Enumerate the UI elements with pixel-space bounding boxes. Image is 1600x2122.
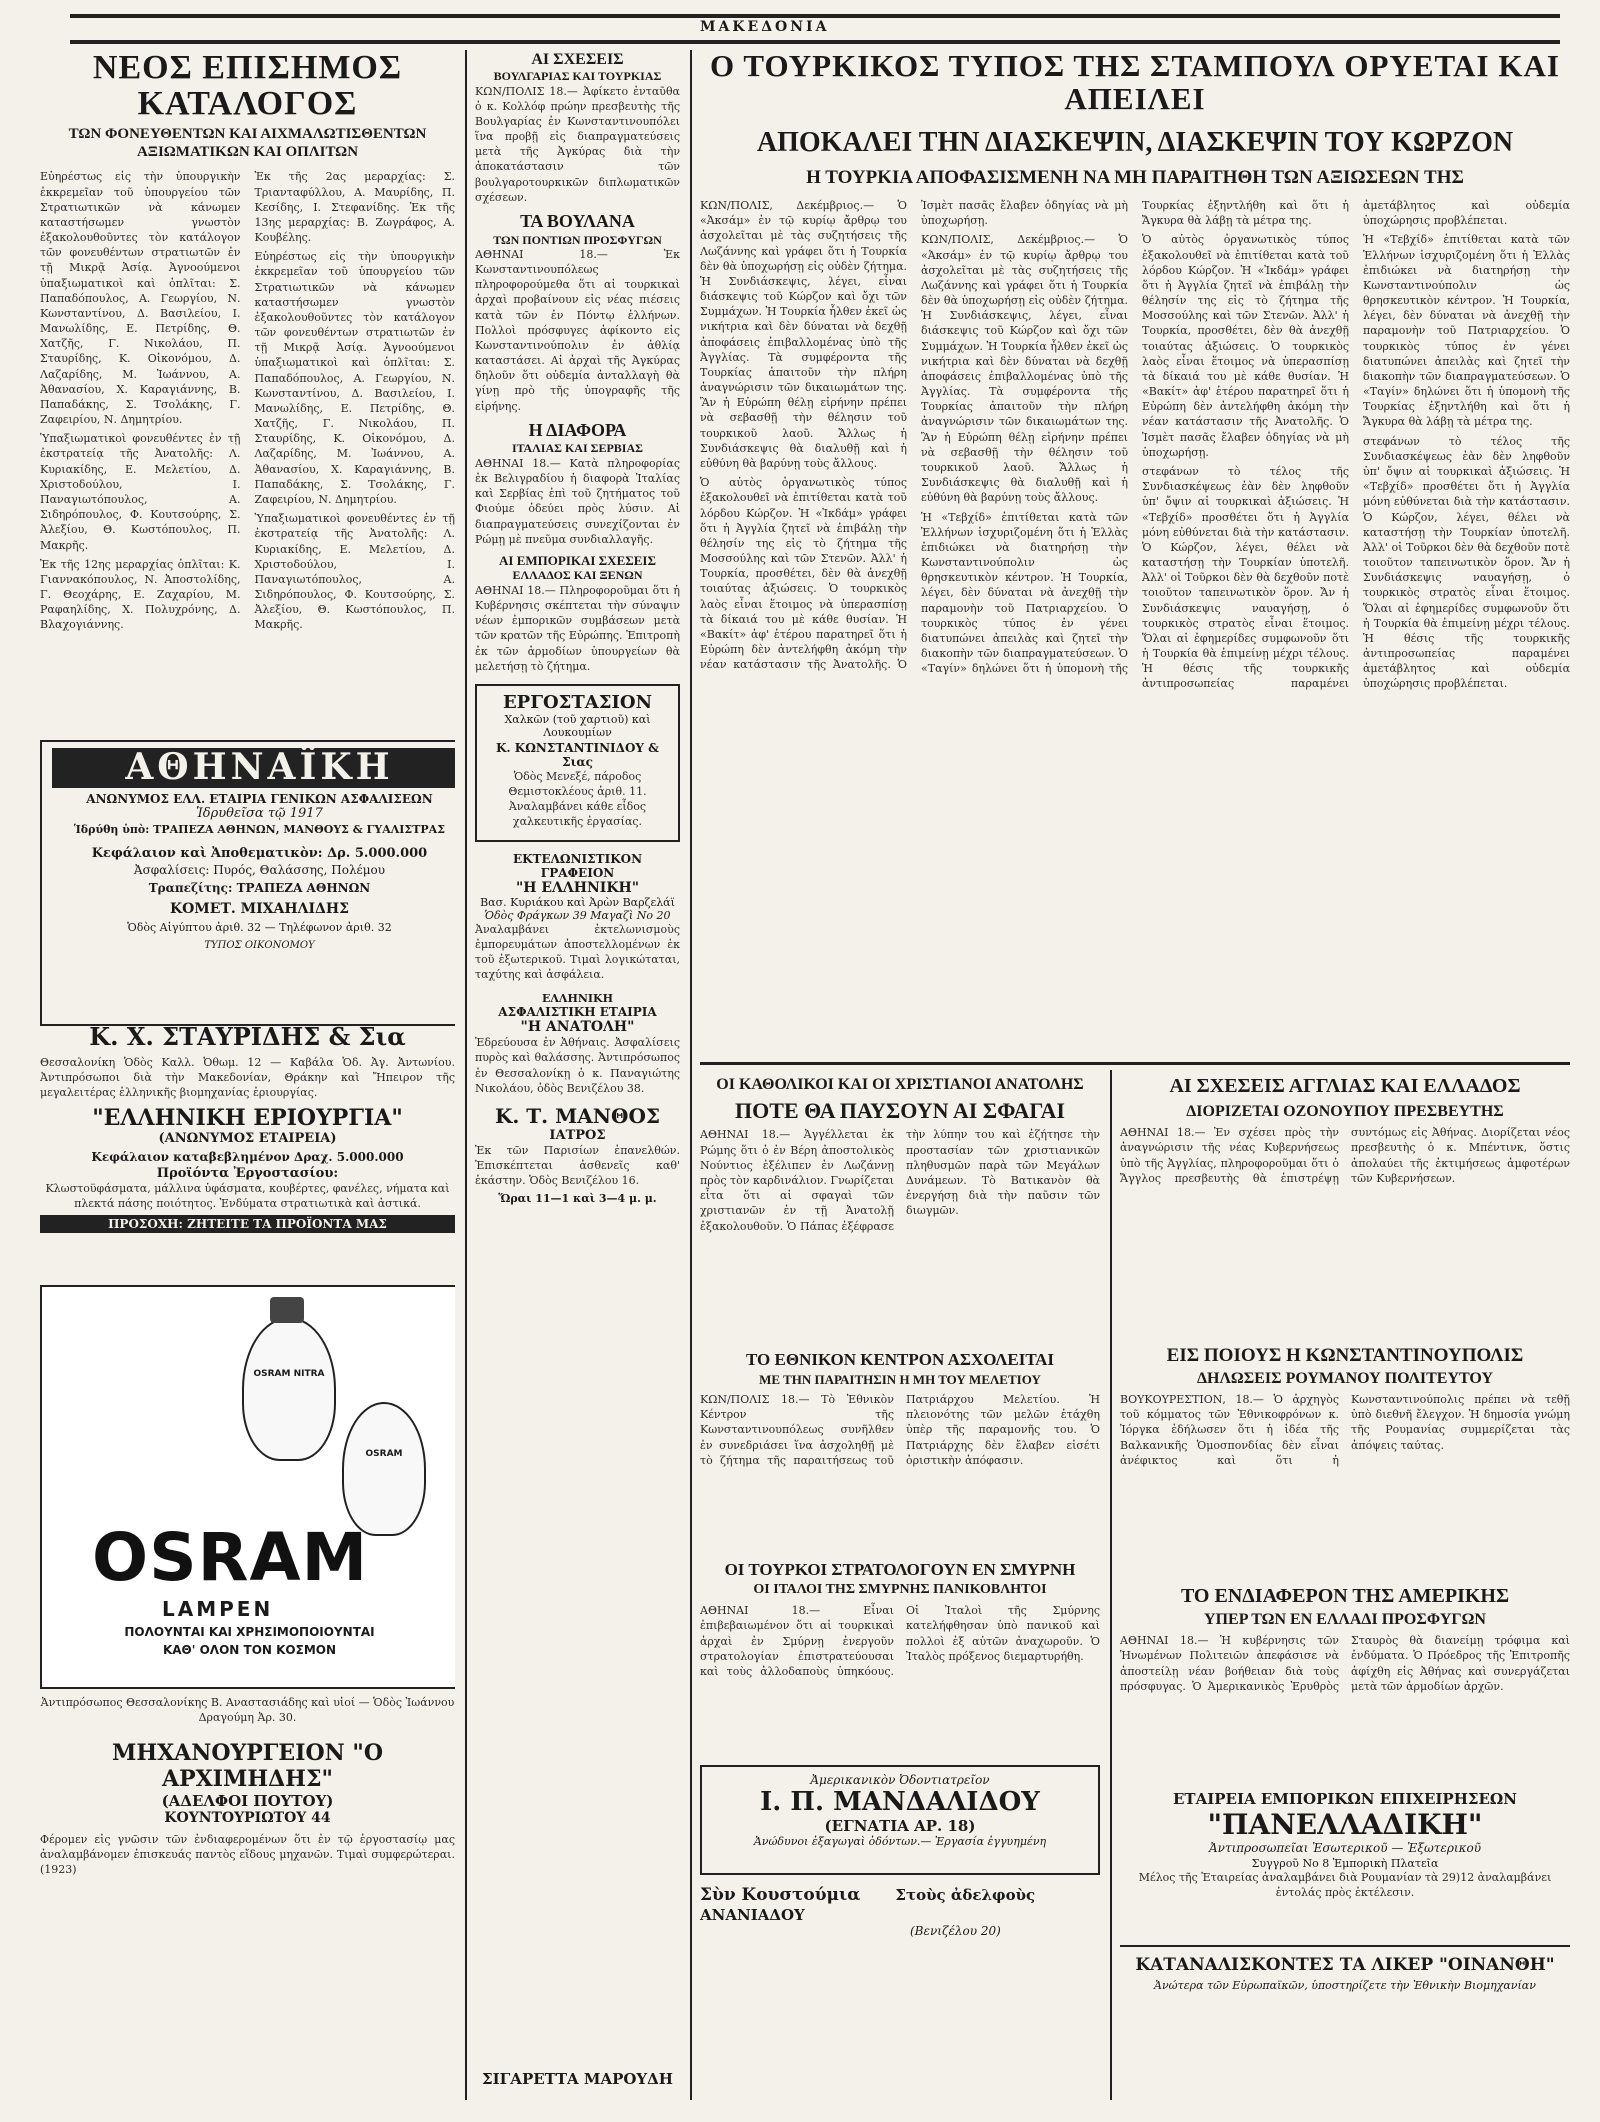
subheadline: ΤΩΝ ΦΟΝΕΥΘΕΝΤΩΝ ΚΑΙ ΑΙΧΜΑΛΩΤΙΣΘΕΝΤΩΝ — [68, 126, 427, 143]
column-middle — [475, 50, 680, 2110]
ad-pre: ΕΛΛΗΝΙΚΗ — [541, 992, 613, 1006]
column-left — [40, 50, 455, 2110]
lead-headline: Ο ΤΟΥΡΚΙΚΟΣ ΤΥΠΟΣ ΤΗΣ ΣΤΑΜΠΟΥΛ ΟΡΥΕΤΑΙ ΚΑΙ ΑΠΕΙΛΕΙ — [710, 50, 1560, 116]
ad-capital: Κεφάλαιον καταβεβλημένον Δραχ. 5.000.000 — [91, 1149, 404, 1164]
ad-subtitle: Ἀντιπροσωπεῖαι Ἐσωτερικοῦ — Ἐξωτερικοῦ — [1208, 1841, 1482, 1855]
section-divider — [700, 1062, 1570, 1065]
ad-title: ΑΣΦΑΛΙΣΤΙΚΗ ΕΤΑΙΡΙΑ — [498, 1005, 657, 1020]
ad-products-heading: Προϊόντα Ἐργοστασίου: — [156, 1165, 339, 1181]
article-paragraph: Εὐηρέστως εἰς τὴν ὑπουργικὴν ἐκκρεμεῖαν τοῦ ὑπουργείου τῶν Στρατιωτικῶν νὰ κάνωμεν καταστήσωμεν γνωστὸν ἐξακολουθοῦντες τὸν κατάλογον τῶν φονευθέντων στρατιωτῶν ἐν τῇ Μικρᾷ Ἀσίᾳ. Ἀγνοούμενοι ὑπαξιωματικοὶ καὶ ὁπλῖται: Σ. Παπαδόπουλος, Α. Γεωργίου, Ν. Κωνσταντίνου, Δ. Βασιλείου, Ι. Μανωλίδης, Ε. Πετρίδης, Θ. Χατζῆς, Γ. Νικολάου, Π. Σταυρίδης, Κ. Οἰκονόμου, Δ. Λαζαρίδης, Μ. Ἰωάννου, Α. Ἀθανασίου, Χ. Καραγιάννης, Β. Παπαδάκης, Σ. Τσολάκης, Γ. Ζαφειρίου, Ν. Δημητρίου. — [40, 170, 241, 427]
article-headline: Η ΔΙΑΦΟΡΑ — [528, 419, 627, 440]
article-body — [1120, 1633, 1570, 1696]
article-body — [700, 1392, 1100, 1470]
column-rule — [465, 50, 467, 2100]
article-headline: ΕΙΣ ΠΟΙΟΥΣ Η ΚΩΝΣΤΑΝΤΙΝΟΥΠΟΛΙΣ — [1166, 1345, 1524, 1366]
customs-office-ad — [475, 852, 680, 983]
article-paragraph: ΑΘΗΝΑΙ 18.— Πληροφοροῦμαι ὅτι ἡ Κυβέρνησις σκέπτεται τὴν σύναψιν νέων ἐμπορικῶν συμβάσεων μετὰ τῶν κρατῶν τῆς Εὐρώπης. Ἐπιτροπὴ ἐκ τῶν ἁρμοδίων ὑπουργείων θὰ μελετήσῃ τὸ ζήτημα. — [475, 583, 680, 673]
article-body — [700, 1127, 1100, 1233]
ad-address: Συγγροῦ Νο 8 Ἐμπορικὴ Πλατεῖα — [1251, 1857, 1439, 1870]
article-headline: ΑΙ ΣΧΕΣΕΙΣ ΑΓΓΛΙΑΣ ΚΑΙ ΕΛΛΑΔΟΣ — [1169, 1075, 1521, 1097]
trade-relations-article — [475, 553, 680, 674]
ad-name: "Η ΑΝΑΤΟΛΗ" — [520, 1019, 635, 1036]
column-rule — [1110, 1070, 1112, 2100]
bulb-label: OSRAM NITRA — [253, 1369, 325, 1379]
article-headline: ΤΟ ΕΝΔΙΑΦΕΡΟΝ ΤΗΣ ΑΜΕΡΙΚΗΣ — [1180, 1585, 1510, 1607]
article-paragraph: Ἡ «Τεβχίδ» ἐπιτίθεται κατὰ τῶν Ἑλλήνων ἰσχυριζομένη ὅτι ἡ Ἑλλὰς ἐπιδιώκει νὰ διατηρήσῃ τὴν Κωνσταντινούπολιν ὡς θρησκευτικὸν κέντρον. Ἡ Τουρκία, λέγει, δὲν δύναται νὰ ἀνεχθῇ τὴν παραμονὴν τοῦ Πατριαρχείου. Ὁ τουρκικὸς τύπος ἐν γένει διατυπώνει ἀπειλὰς καὶ ζητεῖ τὴν διακοπὴν τῶν διαπραγματεύσεων. Ὁ «Ταγίν» δηλώνει ὅτι ἡ ὑπομονὴ τῆς Τουρκίας ἐξηντλήθη καὶ ὅτι ἡ Ἄγκυρα θὰ λάβῃ τὰ μέτρα της. — [921, 199, 1349, 676]
ad-text: Ἀνώτερα τῶν Εὐρωπαϊκῶν, ὑποστηρίζετε τὴν Ἐθνικὴν Βιομηχανίαν — [1154, 1979, 1536, 1992]
osram-lamps-ad — [40, 1285, 455, 1689]
lightbulb-icon — [342, 1402, 426, 1536]
stavridis-ad — [40, 1022, 455, 1272]
ad-bank: Τραπεζίτης: ΤΡΑΠΕΖΑ ΑΘΗΝΩΝ — [148, 880, 371, 895]
article-subheadline: ΟΙ ΙΤΑΛΟΙ ΤΗΣ ΣΜΥΡΝΗΣ ΠΑΝΙΚΟΒΛΗΤΟΙ — [753, 1582, 1047, 1598]
osram-slogan: ΠΟΛΟΥΝΤΑΙ ΚΑΙ ΧΡΗΣΙΜΟΠΟΙΟΥΝΤΑΙ — [124, 1625, 375, 1639]
article-paragraph: ΚΩΝ/ΠΟΛΙΣ 18.— Ἀφίκετο ἐνταῦθα ὁ κ. Κολλόφ πρώην πρεσβευτὴς τῆς Βουλγαρίας ἐν Κωνσταντινουπόλει ἵνα προβῇ εἰς διαπραγματεύσεις μετὰ τῆς Ἀγκύρας διὰ τὴν ἀποκατάστασιν τῶν βουλγαροτουρκικῶν διπλωματικῶν σχέσεων. — [475, 84, 680, 204]
ad-title: ΕΡΓΟΣΤΑΣΙΟΝ — [502, 691, 653, 713]
casualty-list-headline — [40, 50, 455, 161]
ad-text: Ἐδρεύουσα ἐν Ἀθήναις. Ἀσφαλίσεις πυρὸς καὶ θαλάσσης. Ἀντιπρόσωπος ἐν Θεσσαλονίκῃ ὁ κ. Παναγιώτης Νικολάου, ὁδὸς Βενιζέλου 38. — [475, 1036, 680, 1095]
ad-name: "Η ΕΛΛΗΝΙΚΗ" — [515, 879, 640, 896]
article-subheadline: ΜΕ ΤΗΝ ΠΑΡΑΙΤΗΣΙΝ Η ΜΗ ΤΟΥ ΜΕΛΕΤΙΟΥ — [759, 1372, 1041, 1388]
article-headline: ΟΙ ΤΟΥΡΚΟΙ ΣΤΡΑΤΟΛΟΓΟΥΝ ΕΝ ΣΜΥΡΝΗ — [724, 1560, 1076, 1579]
article-headline: ΤΑ ΒΟΥΛΑΝΑ — [520, 210, 635, 231]
article-paragraph: Ὁ αὐτὸς ὀργανωτικὸς τύπος ἐξακολουθεῖ νὰ ἐπιτίθεται κατὰ τοῦ λόρδου Κώρζον. Ἡ «Ἰκδάμ» γράφει ὅτι ἡ Ἀγγλία ζητεῖ νὰ ἐπιβάλῃ τὴν θέλησίν της εἰς τὸ ζήτημα τῆς Μοσσούλης καὶ τῶν Στενῶν. Ἀλλ' ἡ Τουρκία, προσθέτει, δὲν θὰ ἀνεχθῇ τοιαύτας ἀξιώσεις. Ὁ τουρκικὸς λαὸς εἶναι ἕτοιμος νὰ ὑπερασπίσῃ τὰ δίκαιά του μὲ κάθε θυσίαν. Ἡ «Βακίτ» ἀφ' ἑτέρου παρατηρεῖ ὅτι ἡ Εὐρώπη δὲν ἀντελήφθη ἀκόμη τὴν νέαν κατάστασιν τῆς Ἀνατολῆς. Ὁ Ἰσμὲτ πασᾶς ἔλαβεν ὁδηγίας νὰ μὴ ὑποχωρήσῃ. — [700, 199, 1128, 672]
article-subheadline: ΒΟΥΛΓΑΡΙΑΣ ΚΑΙ ΤΟΥΡΚΙΑΣ — [493, 69, 662, 84]
article-body — [1120, 1125, 1570, 1188]
article-paragraph: στεφάνων τὸ τέλος τῆς Συνδιασκέψεως ἐὰν δὲν ληφθοῦν ὑπ' ὄψιν αἱ τουρκικαὶ ἀξιώσεις. Ἡ «Τεβχίδ» προσθέτει ὅτι ἡ Ἀγγλία μόνη εὐθύνεται διὰ τὴν κατάστασιν. Ὁ Κώρζον, λέγει, θέλει νὰ καταστήσῃ τὴν Τουρκίαν ὑποτελῆ. Ἀλλ' οἱ Τοῦρκοι δὲν θὰ δεχθοῦν ποτὲ τοιοῦτον ταπεινωτικὸν ὅρον. Ἄν ἡ Συνδιάσκεψις ναυαγήσῃ, ὁ τουρκικὸς στρατὸς εἶναι ἕτοιμος. Ὅλαι αἱ ἐφημερίδες συμφωνοῦν ὅτι ἡ Τουρκία θὰ ἐπιμείνῃ μέχρι τέλους. Ἡ θέσις τῆς τουρκικῆς ἀντιπροσωπείας παραμένει ἀμετάβλητος καὶ οὐδεμία ὑποχώρησις προβλέπεται. — [1142, 199, 1570, 691]
article-paragraph: ΑΘΗΝΑΙ 18.— Ἀγγέλλεται ἐκ Ρώμης ὅτι ὁ ἐν Βέρη ἀποστολικὸς Νούντιος ἐξέλιπεν ἐν Λωζάννῃ πρὸς τὸν καρδινάλιον. Γνωρίζεται εἶτα ὅτι αἱ σφαγαὶ τῶν χριστιανῶν ἐν τῇ Ἀνατολῇ ἐξακολουθοῦν. Ὁ Πάπας ἐξέφρασε τὴν λύπην του καὶ ἐζήτησε τὴν προστασίαν τῶν χριστιανικῶν πληθυσμῶν παρὰ τῶν Μεγάλων Δυνάμεων. Τὸ Βατικανὸν θὰ ἐνεργήσῃ διὰ τὴν παῦσιν τῶν διωγμῶν. — [700, 1128, 1100, 1233]
ad-text: Ἐκ τῶν Παρισίων ἐπανελθών. Ἐπισκέπτεται ἀσθενεῖς καθ' ἑκάστην. Ὁδὸς Βενιζέλου 16. — [475, 1143, 680, 1188]
article-paragraph: ΚΩΝ/ΠΟΛΙΣ 18.— Τὸ Ἐθνικὸν Κέντρον τῆς Κωνσταντινουπόλεως συνῆλθεν ἐν συνεδριάσει ἵνα ἀσχοληθῇ μὲ τὸ ζήτημα τῆς παραιτήσεως τοῦ Πατριάρχου Μελετίου. Ἡ πλειονότης τῶν μελῶν ἐτάχθη ὑπὲρ τῆς παραμονῆς του. Ὁ Πατριάρχης δὲν ἔλαβεν εἰσέτι ὁριστικὴν ἀπόφασιν. — [700, 1392, 1100, 1467]
ad-subtitle: Χαλκῶν (τοῦ χαρτιοῦ) καὶ Λουκουμίων — [504, 712, 651, 739]
panelladiki-ad — [1120, 1790, 1570, 1940]
ad-address: Ὁδὸς Φράγκων 39 Μαγαζὶ Νο 20 — [484, 908, 671, 922]
lightbulb-icon — [242, 1317, 336, 1461]
article-paragraph: Εὐηρέστως εἰς τὴν ὑπουργικὴν ἐκκρεμεῖαν τοῦ ὑπουργείου τῶν Στρατιωτικῶν νὰ κάνωμεν καταστήσωμεν γνωστὸν ἐξακολουθοῦντες τὸν κατάλογον τῶν φονευθέντων στρατιωτῶν ἐν τῇ Μικρᾷ Ἀσίᾳ. Ἀγνοούμενοι ὑπαξιωματικοὶ καὶ ὁπλῖται: Σ. Παπαδόπουλος, Α. Γεωργίου, Ν. Κωνσταντίνου, Δ. Βασιλείου, Ι. Μανωλίδης, Ε. Πετρίδης, Θ. Χατζῆς, Γ. Νικολάου, Π. Σταυρίδης, Κ. Οἰκονόμου, Δ. Λαζαρίδης, Μ. Ἰωάννου, Α. Ἀθανασίου, Χ. Καραγιάννης, Β. Παπαδάκης, Σ. Τσολάκης, Γ. Ζαφειρίου, Ν. Δημητρίου. — [254, 250, 455, 506]
article-subheadline: ΔΗΛΩΣΕΙΣ ΡΟΥΜΑΝΟΥ ΠΟΛΙΤΕΥΤΟΥ — [1196, 1369, 1493, 1387]
ad-name: Ι. Π. ΜΑΝΔΑΛΙΔΟΥ — [760, 1787, 1040, 1817]
ad-title: ΜΗΧΑΝΟΥΡΓΕΙΟΝ "Ο ΑΡΧΙΜΗΔΗΣ" — [111, 1740, 384, 1792]
article-subheadline: ΕΛΛΑΔΟΣ ΚΑΙ ΞΕΝΩΝ — [512, 568, 643, 583]
article-paragraph: ΑΘΗΝΑΙ 18.— Ἐκ Κωνσταντινουπόλεως πληροφορούμεθα ὅτι αἱ τουρκικαὶ ἀρχαὶ προβαίνουν εἰς νέας πιέσεις κατὰ τῶν ἐν Πόντῳ ἑλλήνων. Πολλοὶ πρόσφυγες ἀφίκοντο εἰς Κωνσταντινούπολιν ἐν ἀθλίᾳ καταστάσει. Αἱ ἀρχαὶ τῆς Ἀγκύρας δηλοῦν ὅτι οὐδεμία ἀνταλλαγὴ θὰ γίνῃ πρὸ τῆς ὑπογραφῆς τῆς εἰρήνης. — [475, 247, 680, 413]
article-paragraph: ΑΘΗΝΑΙ 18.— Κατὰ πληροφορίας ἐκ Βελιγραδίου ἡ διαφορὰ Ἰταλίας καὶ Σερβίας ἐπὶ τοῦ ζητήματος τοῦ Φιούμε ὁδεύει πρὸς λύσιν. Αἱ διαπραγματεύσεις συνεχίζονται ἐν Ρώμῃ μὲ πνεῦμα συνδιαλλαγῆς. — [475, 456, 680, 546]
subheadline: ΑΞΙΩΜΑΤΙΚΩΝ ΚΑΙ ΟΠΛΙΤΩΝ — [136, 144, 359, 161]
lead-subheadline: ΑΠΟΚΑΛΕΙ ΤΗΝ ΔΙΑΣΚΕΨΙΝ, ΔΙΑΣΚΕΨΙΝ ΤΟΥ ΚΩΡΖΟΝ — [756, 127, 1514, 159]
ananiadou-ad — [700, 1885, 1100, 1945]
article-paragraph: Ὑπαξιωματικοὶ φονευθέντες ἐν τῇ ἐκστρατείᾳ τῆς Ἀνατολῆς: Λ. Κυριακίδης, Ε. Μελετίου, Δ. Χριστοδούλου, Ι. Παναγιωτόπουλος, Α. Σιδηρόπουλος, Φ. Κουτσούρης, Σ. Ἀλεξίου, Θ. Κωστόπουλος, Π. Μακρῆς. — [254, 512, 455, 632]
ad-company: "ΕΛΛΗΝΙΚΗ ΕΡΙΟΥΡΓΙΑ" — [92, 1104, 403, 1131]
osram-lampen: LAMPEN — [162, 1597, 274, 1621]
ad-subtitle: ΙΑΤΡΟΣ — [549, 1127, 606, 1143]
headline: ΝΕΟΣ ΕΠΙΣΗΜΟΣ ΚΑΤΑΛΟΓΟΣ — [92, 50, 403, 122]
ad-line: Στοὺς ἀδελφοὺς ΑΝΑΝΙΑΔΟΥ — [700, 1886, 1036, 1924]
ad-text: Ἀνώδυνοι ἐξαγωγαὶ ὀδόντων.— Ἐργασία ἐγγυημένη — [753, 1835, 1047, 1848]
article-paragraph: ΒΟΥΚΟΥΡΕΣΤΙΟΝ, 18.— Ὁ ἀρχηγὸς τοῦ κόμματος τῶν Ἐθνικοφρόνων κ. Ἰόργκα ἐδήλωσεν ὅτι ἡ ἰδέα τῆς Βαλκανικῆς Ὁμοσπονδίας δὲν εἶναι ἀνέφικτος καὶ ὅτι ἡ Κωνσταντινούπολις πρέπει νὰ τεθῇ ὑπὸ διεθνῆ ἔλεγχον. Ἡ δημοσία γνώμη τῆς Ρουμανίας συμμερίζεται τὰς ἀπόψεις ταύτας. — [1120, 1393, 1570, 1467]
national-centre-article — [700, 1350, 1100, 1550]
masthead-title: ΜΑΚΕΔΟΝΙΑ — [690, 19, 839, 35]
article-headline: ΤΟ ΕΘΝΙΚΟΝ ΚΕΝΤΡΟΝ ΑΣΧΟΛΕΙΤΑΙ — [746, 1350, 1054, 1369]
ad-warning: ΠΡΟΣΟΧΗ: ΖΗΤΕΙΤΕ ΤΑ ΠΡΟΪΟΝΤΑ ΜΑΣ — [40, 1215, 455, 1233]
article-paragraph: ΚΩΝ/ΠΟΛΙΣ, Δεκέμβριος.— Ὁ «Ἀκσάμ» ἐν τῷ κυρίῳ ἄρθρῳ του ἀσχολεῖται μὲ τὰς συζητήσεις τῆς Λωζάννης καὶ γράφει ὅτι ἡ Τουρκία δὲν θὰ ὑποχωρήσῃ εἰς οὐδὲν ζήτημα. Ἡ Συνδιάσκεψις, λέγει, εἶναι διάσκεψις τοῦ Κώρζον καὶ ὄχι τῶν Συμμάχων. Ἡ Τουρκία ἦλθεν ἐκεῖ ὡς νικήτρια καὶ δὲν δύναται νὰ δεχθῇ ἀποφάσεις ἐπιβαλλομένας ὑπὸ τῆς Ἀγγλίας. Τὰ συμφέροντα τῆς Τουρκίας ἀπαιτοῦν τὴν πλήρη ἀναγνώρισιν τῶν δικαιωμάτων της. Ἂν ἡ Εὐρώπη θέλῃ εἰρήνην πρέπει νὰ σεβασθῇ τὴν θέλησιν τοῦ τουρκικοῦ λαοῦ. Ἄλλως ἡ Συνδιάσκεψις θὰ διαλυθῇ καὶ ἡ εὐθύνη θὰ βαρύνῃ τοὺς ἄλλους. — [700, 199, 907, 470]
article-paragraph: Ὑπαξιωματικοὶ φονευθέντες ἐν τῇ ἐκστρατείᾳ τῆς Ἀνατολῆς: Λ. Κυριακίδης, Ε. Μελετίου, Δ. Χριστοδούλου, Ι. Παναγιωτόπουλος, Α. Σιδηρόπουλος, Φ. Κουτσούρης, Σ. Ἀλεξίου, Θ. Κωστόπουλος, Π. Μακρῆς. — [40, 432, 241, 552]
constantinople-article — [1120, 1345, 1570, 1580]
archimidis-ad — [40, 1740, 455, 1940]
catholics-article — [700, 1075, 1100, 1345]
dentist-ad — [700, 1765, 1100, 1875]
smyrna-conscription-article — [700, 1560, 1100, 1760]
article-paragraph: ΑΘΗΝΑΙ 18.— Ἐν σχέσει πρὸς τὴν ἀναγνώρισιν τῆς νέας Κυβερνήσεως ὑπὸ τῆς Ἀγγλίας, πληροφοροῦμαι ὅτι ὁ Ἄγγλος πρεσβευτὴς θὰ ἐπιστρέψῃ συντόμως εἰς Ἀθήνας. Διορίζεται νέος πρεσβευτὴς ὁ κ. Μπέντινκ, ὅστις ἀπολαύει τῆς ἐκτιμήσεως ἀμφοτέρων τῶν Κυβερνήσεων. — [1120, 1126, 1570, 1185]
article-subheadline: ΠΟΤΕ ΘΑ ΠΑΥΣΟΥΝ ΑΙ ΣΦΑΓΑΙ — [735, 1098, 1065, 1124]
ad-title: ΚΑΤΑΝΑΛΙΣΚΟΝΤΕΣ ΤΑ ΛΙΚΕΡ "ΟΙΝΑΝΘΗ" — [1135, 1955, 1555, 1975]
ad-address: Ὁδὸς Αἰγύπτου ἀριθ. 32 — Τηλέφωνον ἀριθ. 32 — [127, 920, 392, 934]
anatoli-insurance-ad — [475, 992, 680, 1096]
athinaiki-insurance-ad — [40, 740, 455, 1026]
ad-year: Ἱδρυθεῖσα τῷ 1917 — [196, 805, 323, 821]
article-paragraph: Ἐκ τῆς 12ης μεραρχίας ὁπλῖται: Κ. Γιαννακόπουλος, Ν. Ἀποστολίδης, Γ. Θεοχάρης, Ε. Ζαχαρίου, Μ. Ραφαηλίδης, Χ. Πολυχρόνης, Δ. Βλαχογιάννης. — [40, 557, 241, 632]
ad-text: Μέλος τῆς Ἐταιρείας ἀναλαμβάνει διὰ Ρουμανίαν τὰ 29)12 ἀναλαμβάνει ἐντολάς πρὸς ἐκτέλεσιν. — [1138, 1871, 1552, 1900]
ad-company-sub: (ΑΝΩΝΥΜΟΣ ΕΤΑΙΡΕΙΑ) — [158, 1130, 337, 1146]
ad-subtitle: ΑΝΩΝΥΜΟΣ ΕΛΛ. ΕΤΑΙΡΙΑ ΓΕΝΙΚΩΝ ΑΣΦΑΛΙΣΕΩΝ — [86, 791, 433, 806]
lead-deck: Η ΤΟΥΡΚΙΑ ΑΠΟΦΑΣΙΣΜΕΝΗ ΝΑ ΜΗ ΠΑΡΑΙΤΗΘΗ ΤΩΝ ΑΞΙΩΣΕΩΝ ΤΗΣ — [806, 167, 1464, 189]
article-paragraph: στεφάνων τὸ τέλος τῆς Συνδιασκέψεως ἐὰν δὲν ληφθοῦν ὑπ' ὄψιν αἱ τουρκικαὶ ἀξιώσεις. Ἡ «Τεβχίδ» προσθέτει ὅτι ἡ Ἀγγλία μόνη εὐθύνεται διὰ τὴν κατάστασιν. Ὁ Κώρζον, λέγει, θέλει νὰ καταστήσῃ τὴν Τουρκίαν ὑποτελῆ. Ἀλλ' οἱ Τοῦρκοι δὲν θὰ δεχθοῦν ποτὲ τοιοῦτον ταπεινωτικὸν ὅρον. Ἄν ἡ Συνδιάσκεψις ναυαγήσῃ, ὁ τουρκικὸς στρατὸς εἶναι ἕτοιμος. Ὅλαι αἱ ἐφημερίδες συμφωνοῦν ὅτι ἡ Τουρκία θὰ ἐπιμείνῃ μέχρι τέλους. Ἡ θέσις τῆς τουρκικῆς ἀντιπροσωπείας παραμένει ἀμετάβλητος καὶ οὐδεμία ὑποχώρησις προβλέπεται. — [1363, 434, 1570, 691]
ad-risks: Ἀσφαλίσεις: Πυρός, Θαλάσσης, Πολέμου — [133, 862, 386, 877]
osram-agent: Ἀντιπρόσωπος Θεσσαλονίκης Β. Αναστασιάδης καὶ υἱοί — Ὁδὸς Ἰωάννου Δραγούμη Ἀρ. 30. — [40, 1696, 455, 1725]
ad-pre: Ἀμερικανικὸν Ὀδοντιατρεῖον — [810, 1773, 990, 1787]
ad-name: "ΠΑΝΕΛΛΑΔΙΚΗ" — [1207, 1808, 1483, 1841]
bulgaria-turkey-article — [475, 50, 680, 205]
article-body — [700, 1603, 1100, 1679]
ad-text: Ὁδὸς Μενεξέ, πάροδος Θεμιστοκλέους ἀριθ. 11. Ἀναλαμβάνει κάθε εἶδος χαλκευτικῆς ἐργασίας. — [508, 769, 647, 829]
ad-subtitle: (ΑΔΕΛΦΟΙ ΠΟΥΤΟΥ) — [161, 1792, 334, 1810]
ad-text: Ἀναλαμβάνει ἐκτελωνισμοὺς ἐμπορευμάτων ἀποστελλομένων ἐκ τοῦ ἐξωτερικοῦ. Τιμαὶ λογικώταται, ταχύτης καὶ ἀσφάλεια. — [475, 922, 680, 982]
ad-founders: Ἱδρύθη ὑπὸ: ΤΡΑΠΕΖΑ ΑΘΗΝΩΝ, ΜΑΝΘΟΥΣ & ΓΥΑΛΙΣΤΡΑΣ — [74, 822, 445, 836]
osram-slogan: ΚΑΘ' ΟΛΟΝ ΤΟΝ ΚΟΣΜΟΝ — [162, 1643, 337, 1657]
ad-capital: Κεφάλαιον καὶ Ἀποθεματικὸν: Δρ. 5.000.000 — [91, 845, 428, 861]
doctor-manthos-ad — [475, 1104, 680, 1206]
ad-line: Σὺν Κουστούμια — [700, 1885, 861, 1905]
ad-title: ΕΤΑΙΡΕΙΑ ΕΜΠΟΡΙΚΩΝ ΕΠΙΧΕΙΡΗΣΕΩΝ — [1173, 1790, 1517, 1808]
article-paragraph: Ἡ «Τεβχίδ» ἐπιτίθεται κατὰ τῶν Ἑλλήνων ἰσχυριζομένη ὅτι ἡ Ἑλλὰς ἐπιδιώκει νὰ διατηρήσῃ τὴν Κωνσταντινούπολιν ὡς θρησκευτικὸν κέντρον. Ἡ Τουρκία, λέγει, δὲν δύναται νὰ ἀνεχθῇ τὴν παραμονὴν τοῦ Πατριαρχείου. Ὁ τουρκικὸς τύπος ἐν γένει διατυπώνει ἀπειλὰς καὶ ζητεῖ τὴν διακοπὴν τῶν διαπραγματεύσεων. Ὁ «Ταγίν» δηλώνει ὅτι ἡ ὑπομονὴ τῆς Τουρκίας ἐξηντλήθη καὶ ὅτι ἡ Ἄγκυρα θὰ λάβῃ τὰ μέτρα της. — [1363, 233, 1570, 429]
article-headline: ΟΙ ΚΑΘΟΛΙΚΟΙ ΚΑΙ ΟΙ ΧΡΙΣΤΙΑΝΟΙ ΑΝΑΤΟΛΗΣ — [716, 1076, 1084, 1093]
ad-products-text: Κλωστοϋφάσματα, μάλλινα ὑφάσματα, κουβέρτες, φανέλες, νήματα καὶ πλεκτά πάσης ποιότητος. Ἐνδύματα στρατιωτικὰ καὶ ἀστικά. — [45, 1181, 450, 1210]
article-paragraph: ΑΘΗΝΑΙ 18.— Ἡ κυβέρνησις τῶν Ἡνωμένων Πολιτειῶν ἀπεφάσισε νὰ ἀποστείλῃ νέαν βοήθειαν διὰ τοὺς πρόσφυγας. Ὁ Ἀμερικανικὸς Ἐρυθρὸς Σταυρὸς θὰ διανείμῃ τρόφιμα καὶ ἐνδύματα. Ὁ Πρόεδρος τῆς Ἐπιτροπῆς ἀφίχθη εἰς Ἀθήνας καὶ συνεργάζεται μετὰ τῶν ἁρμοδίων ἀρχῶν. — [1120, 1634, 1570, 1693]
ad-address: ΚΟΥΝΤΟΥΡΙΩΤΟΥ 44 — [164, 1810, 331, 1826]
column-rule — [690, 50, 692, 2100]
article-headline: ΑΙ ΕΜΠΟΡΙΚΑΙ ΣΧΕΣΕΙΣ — [499, 552, 656, 568]
anglo-greek-article — [1120, 1075, 1570, 1340]
oinanthi-ad — [1120, 1945, 1570, 2045]
ad-printer: ΤΥΠΟΣ ΟΙΚΟΝΟΜΟΥ — [204, 939, 315, 951]
ad-title: Κ. Χ. ΣΤΑΥΡΙΔΗΣ & Σια — [89, 1022, 406, 1051]
article-subheadline: ΤΩΝ ΠΟΝΤΙΩΝ ΠΡΟΣΦΥΓΩΝ — [493, 232, 662, 247]
article-subheadline: ΥΠΕΡ ΤΩΝ ΕΝ ΕΛΛΑΔΙ ΠΡΟΣΦΥΓΩΝ — [1204, 1611, 1486, 1628]
article-paragraph: Ὁ αὐτὸς ὀργανωτικὸς τύπος ἐξακολουθεῖ νὰ ἐπιτίθεται κατὰ τοῦ λόρδου Κώρζον. Ἡ «Ἰκδάμ» γράφει ὅτι ἡ Ἀγγλία ζητεῖ νὰ ἐπιβάλῃ τὴν θέλησίν της εἰς τὸ ζήτημα τῆς Μοσσούλης καὶ τῶν Στενῶν. Ἀλλ' ἡ Τουρκία, προσθέτει, δὲν θὰ ἀνεχθῇ τοιαύτας ἀξιώσεις. Ὁ τουρκικὸς λαὸς εἶναι ἕτοιμος νὰ ὑπερασπίσῃ τὰ δίκαιά του μὲ κάθε θυσίαν. Ἡ «Βακίτ» ἀφ' ἑτέρου παρατηρεῖ ὅτι ἡ Εὐρώπη δὲν ἀντελήφθη ἀκόμη τὴν νέαν κατάστασιν τῆς Ἀνατολῆς. Ὁ Ἰσμὲτ πασᾶς ἔλαβεν ὁδηγίας νὰ μὴ ὑποχωρήσῃ. — [1142, 233, 1349, 459]
masthead-rule — [70, 14, 1560, 44]
copper-factory-ad — [475, 684, 680, 842]
ad-subtitle: Βασ. Κυριάκου καὶ Ἀρὼν Βαρζελάϊ — [480, 895, 675, 909]
article-paragraph: Ἐκ τῆς 2ας μεραρχίας: Σ. Τριανταφύλλου, Α. Μαυρίδης, Π. Κεσίδης, Ι. Στεφανίδης. Ἐκ τῆς 13ης μεραρχίας: Β. Ζωγράφος, Α. Κουβέλης. — [254, 170, 455, 245]
italy-serbia-article — [475, 420, 680, 547]
bulb-label: OSRAM — [365, 1449, 403, 1459]
cigarette-ad: ΣΙΓΑΡΕΤΤΑ ΜΑΡΟΥΔΗ — [482, 2070, 673, 2088]
ad-text: Φέρομεν εἰς γνῶσιν τῶν ἐνδιαφερομένων ὅτι ἐν τῷ ἐργοστασίῳ μας ἀναλαμβάνομεν ἐπισκευάς παντὸς εἴδους μηχανῶν. Τιμαὶ συμφερώτεραι. (1923) — [40, 1833, 455, 1877]
lead-story — [700, 50, 1570, 1060]
ad-text: Θεσσαλονίκη Ὁδὸς Καλλ. Ὀθωμ. 12 — Καβάλα Ὁδ. Ἀγ. Ἀντωνίου. Ἀντιπρόσωποι διὰ τὴν Μακεδονίαν, Θράκην καὶ Ἤπειρον τῆς μεγαλειτέρας ἑλληνικῆς βιομηχανίας ἐριουργίας. — [40, 1056, 455, 1100]
ad-title: Κ. Τ. ΜΑΝΘΟΣ — [494, 1103, 661, 1128]
ad-address: (Βενιζέλου 20) — [910, 1924, 1001, 1938]
article-paragraph: ΑΘΗΝΑΙ 18.— Εἶναι ἐπιβεβαιωμένον ὅτι αἱ τουρκικαὶ ἀρχαὶ ἐν Σμύρνῃ ἐνεργοῦν στρατολογίαν ἐπιστρατεύουσαι καὶ τοὺς ἀλλοδαποὺς ὑπηκόους. Οἱ Ἰταλοὶ τῆς Σμύρνης κατελήφθησαν ὑπὸ πανικοῦ καὶ πολλοὶ ἐξ αὐτῶν ἀναχωροῦν. Ὁ Ἰταλὸς πρόξενος διεμαρτυρήθη. — [700, 1604, 1100, 1678]
article-headline: ΑΙ ΣΧΕΣΕΙΣ — [531, 51, 624, 68]
ad-agent: ΚΟΜΕΤ. ΜΙΧΑΗΛΙΔΗΣ — [169, 900, 350, 917]
lead-body — [700, 198, 1570, 1060]
ad-name: Κ. ΚΩΝΣΤΑΝΤΙΝΙΔΟΥ & Σιας — [495, 740, 660, 769]
osram-brand: OSRAM — [92, 1519, 369, 1596]
article-body — [1120, 1392, 1570, 1468]
ad-address: (ΕΓΝΑΤΙΑ ΑΡ. 18) — [824, 1817, 976, 1835]
bulb-base — [270, 1297, 304, 1323]
article-subheadline: ΔΙΟΡΙΖΕΤΑΙ ΟΖΟΝΟΥΠΟΥ ΠΡΕΣΒΕΥΤΗΣ — [1186, 1103, 1504, 1120]
article-subheadline: ΙΤΑΛΙΑΣ ΚΑΙ ΣΕΡΒΙΑΣ — [512, 441, 643, 456]
article-paragraph: ΚΩΝ/ΠΟΛΙΣ, Δεκέμβριος.— Ὁ «Ἀκσάμ» ἐν τῷ κυρίῳ ἄρθρῳ του ἀσχολεῖται μὲ τὰς συζητήσεις τῆς Λωζάννης καὶ γράφει ὅτι ἡ Τουρκία δὲν θὰ ὑποχωρήσῃ εἰς οὐδὲν ζήτημα. Ἡ Συνδιάσκεψις, λέγει, εἶναι διάσκεψις τοῦ Κώρζον καὶ ὄχι τῶν Συμμάχων. Ἡ Τουρκία ἦλθεν ἐκεῖ ὡς νικήτρια καὶ δὲν δύναται νὰ δεχθῇ ἀποφάσεις ἐπιβαλλομένας ὑπὸ τῆς Ἀγγλίας. Τὰ συμφέροντα τῆς Τουρκίας ἀπαιτοῦν τὴν πλήρη ἀναγνώρισιν τῶν δικαιωμάτων της. Ἂν ἡ Εὐρώπη θέλῃ εἰρήνην πρέπει νὰ σεβασθῇ τὴν θέλησιν τοῦ τουρκικοῦ λαοῦ. Ἄλλως ἡ Συνδιάσκεψις θὰ διαλυθῇ καὶ ἡ εὐθύνη θὰ βαρύνῃ τοὺς ἄλλους. — [921, 233, 1128, 505]
ad-title: ΑΘΗΝΑΪΚΗ — [52, 748, 455, 788]
america-refugees-article — [1120, 1585, 1570, 1785]
pontic-refugees-article — [475, 211, 680, 414]
ad-title: ΕΚΤΕΛΩΝΙΣΤΙΚΟΝ ΓΡΑΦΕΙΟΝ — [512, 851, 643, 880]
casualty-list-body — [40, 169, 455, 769]
ad-hours: Ὥραι 11—1 καὶ 3—4 μ. μ. — [498, 1192, 657, 1206]
